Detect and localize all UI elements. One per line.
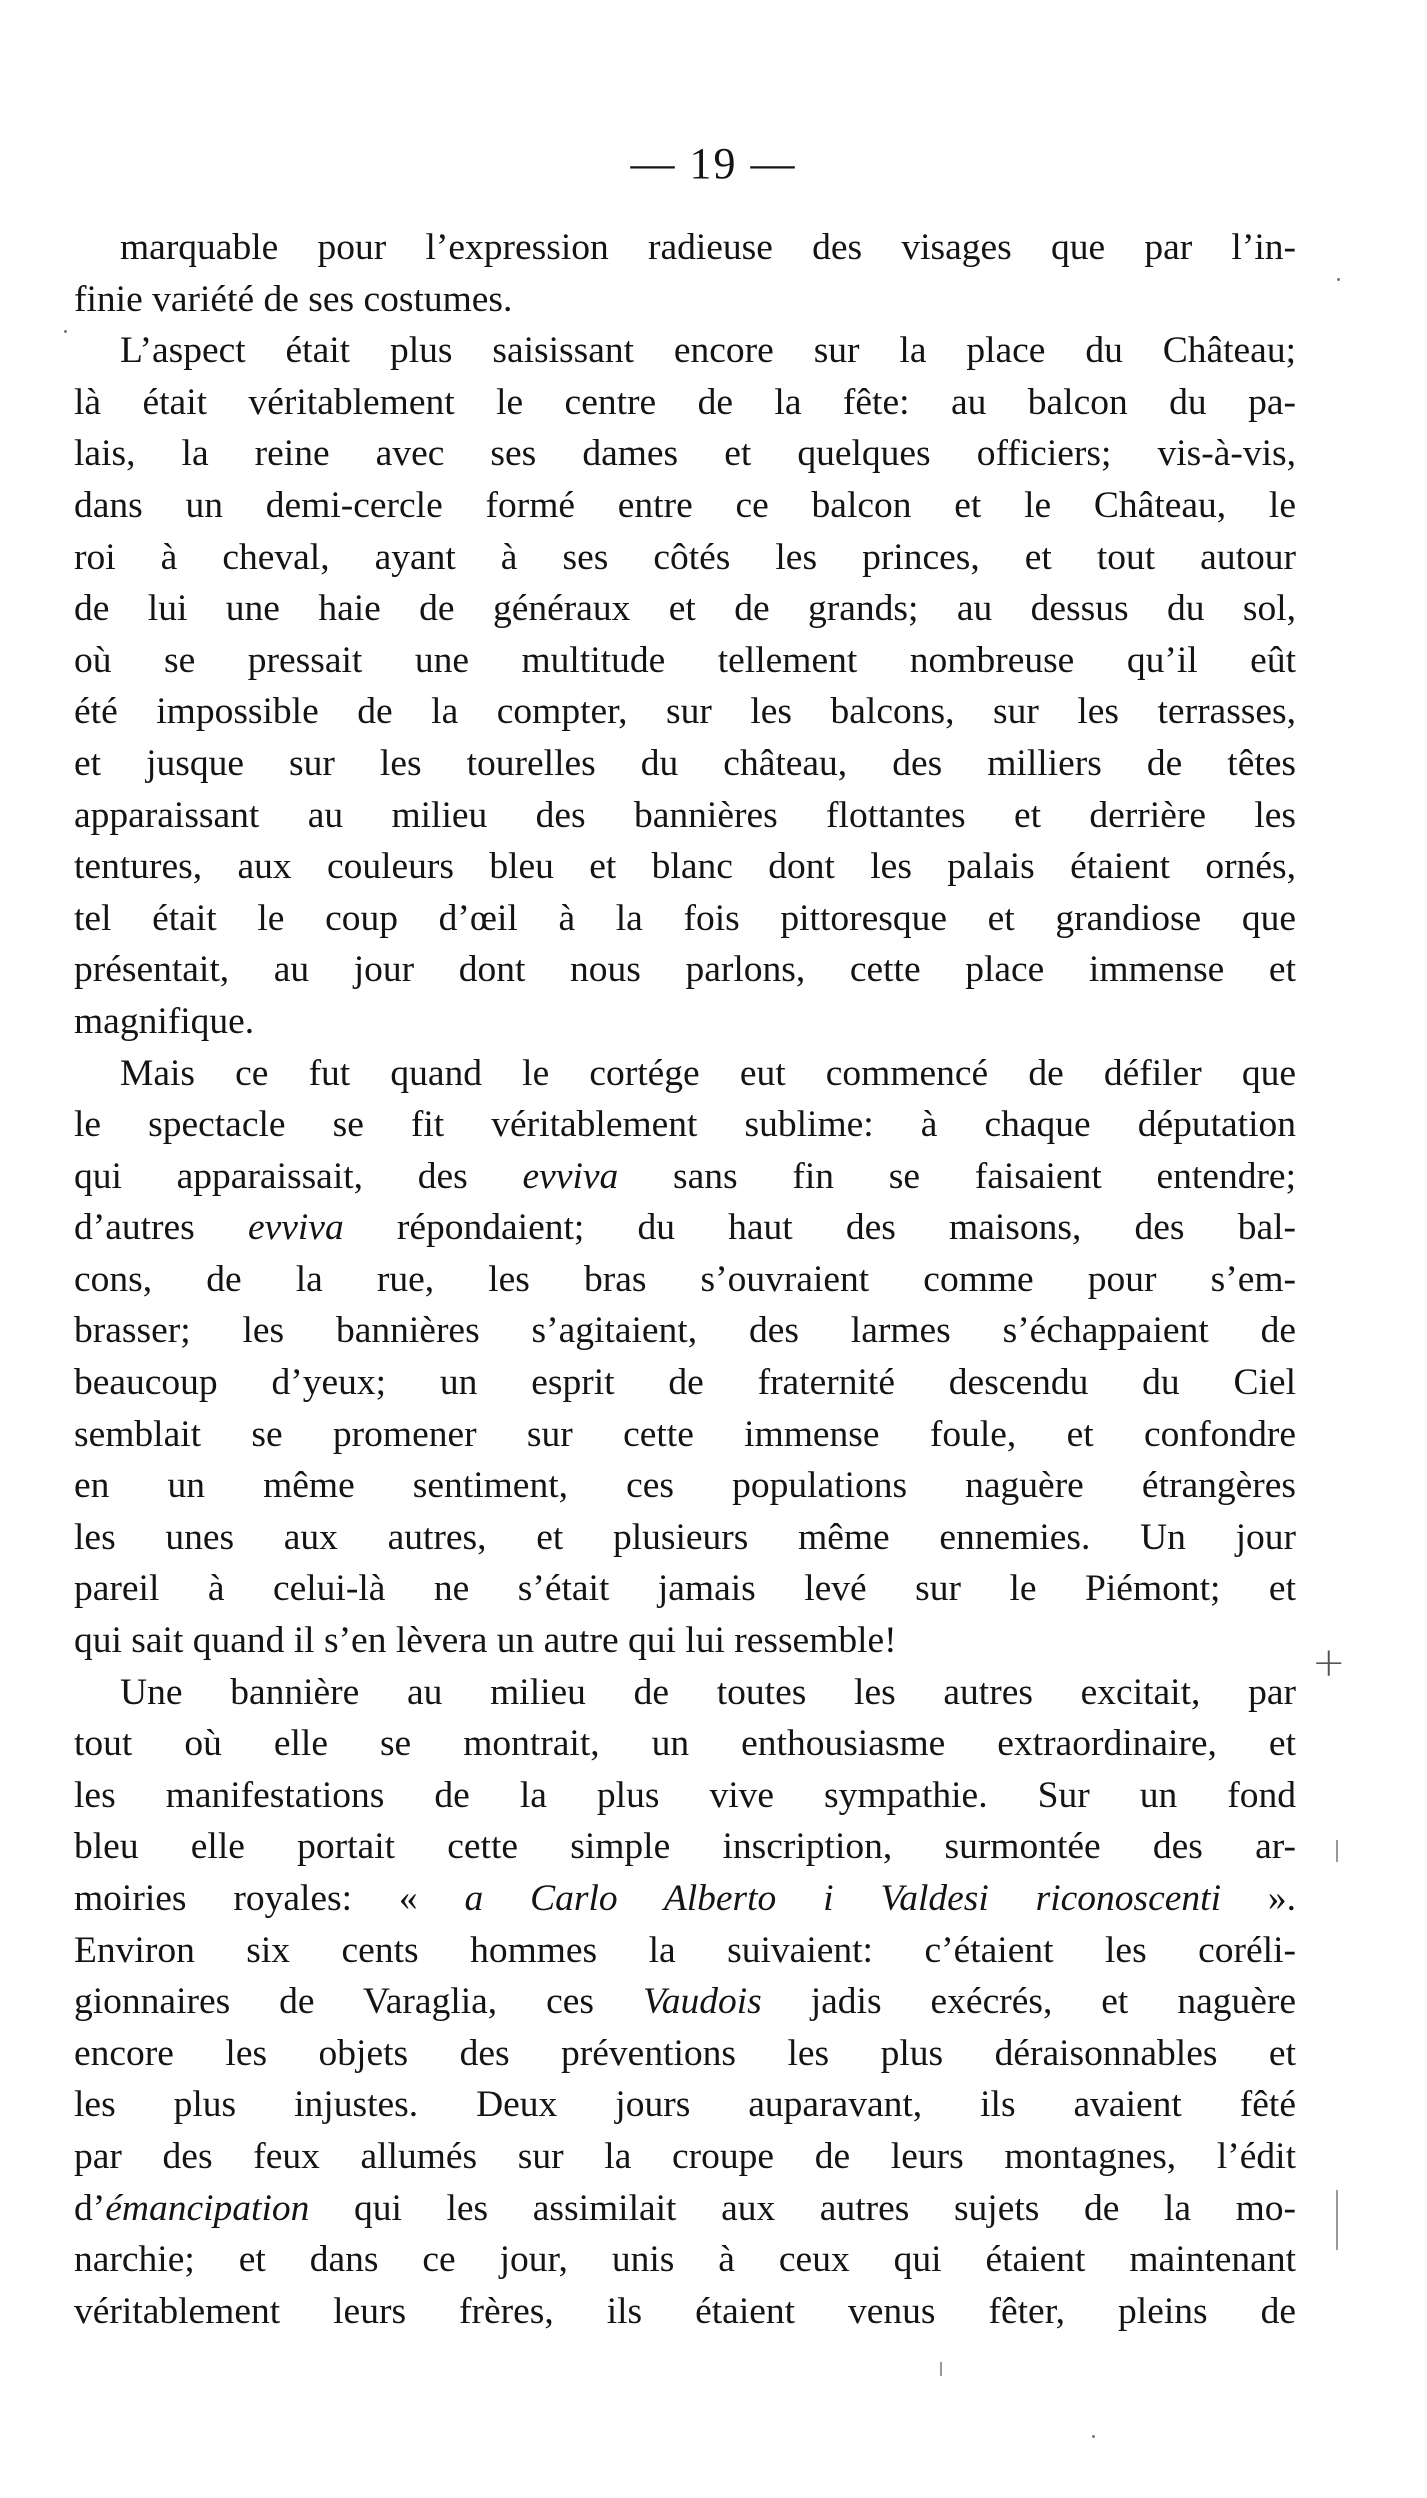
margin-cross-mark: +	[1312, 1640, 1346, 1686]
italic-phrase: evviva	[522, 1155, 619, 1197]
text-line: le spectacle se fit véritablement sublime: à chaque députation	[74, 1104, 1296, 1146]
text-line: les plus injustes. Deux jours auparavant, ils avaient fêté	[74, 2084, 1296, 2126]
page-number: — 19 —	[630, 139, 797, 188]
text-line: encore les objets des préventions les plus déraisonnables et	[74, 2032, 1296, 2074]
text-line: en un même sentiment, ces populations naguère étrangères	[74, 1465, 1296, 1507]
italic-phrase: Vaudois	[643, 1981, 762, 2023]
text-line: moiries royales: « a Carlo Alberto i Valdesi riconoscenti ».	[74, 1878, 1296, 1919]
text-line: où se pressait une multitude tellement nombreuse qu’il eût	[74, 639, 1296, 681]
text-line: roi à cheval, ayant à ses côtés les princes, et tout autour	[74, 536, 1296, 578]
text-line: magnifique.	[74, 1000, 255, 1042]
text-line: Environ six cents hommes la suivaient: c’étaient les coréli-	[74, 1929, 1296, 1971]
text-line: finie variété de ses costumes.	[74, 278, 513, 320]
text-line: véritablement leurs frères, ils étaient venus fêter, pleins de	[74, 2290, 1296, 2332]
margin-dot-mark	[1337, 278, 1340, 281]
text-line: tentures, aux couleurs bleu et blanc dont les palais étaient ornés,	[74, 846, 1296, 888]
text-line: pareil à celui-là ne s’était jamais levé sur le Piémont; et	[74, 1568, 1296, 1610]
text-line: L’aspect était plus saisissant encore sur la place du Château;	[120, 330, 1296, 372]
margin-bar-mark	[940, 2362, 942, 2376]
text-line: d’autres evviva répondaient; du haut des maisons, des bal-	[74, 1207, 1296, 1249]
paragraph	[74, 325, 1296, 1047]
text-line: là était véritablement le centre de la fête: au balcon du pa-	[74, 381, 1296, 423]
paragraph	[74, 1048, 1296, 1667]
paragraph	[74, 222, 1296, 325]
margin-dot-mark	[1092, 2435, 1095, 2438]
text-line: bleu elle portait cette simple inscription, surmontée des ar-	[74, 1826, 1296, 1868]
italic-phrase: evviva	[247, 1207, 344, 1249]
margin-bar-mark	[1336, 2190, 1338, 2250]
text-line: présentait, au jour dont nous parlons, cette place immense et	[74, 949, 1296, 991]
text-line: cons, de la rue, les bras s’ouvraient comme pour s’em-	[74, 1258, 1296, 1300]
text-line: marquable pour l’expression radieuse des visages que par l’in-	[120, 227, 1296, 268]
text-line: de lui une haie de généraux et de grands; au dessus du sol,	[74, 588, 1296, 630]
text-line: par des feux allumés sur la croupe de leurs montagnes, l’édit	[74, 2135, 1296, 2177]
margin-dot-mark	[64, 330, 67, 333]
text-line: été impossible de la compter, sur les balcons, sur les terrasses,	[74, 691, 1296, 733]
text-line: lais, la reine avec ses dames et quelques officiers; vis-à-vis,	[74, 433, 1296, 475]
text-line: brasser; les bannières s’agitaient, des larmes s’échappaient de	[74, 1310, 1296, 1352]
text-line: narchie; et dans ce jour, unis à ceux qui étaient maintenant	[74, 2239, 1296, 2281]
text-line: gionnaires de Varaglia, ces Vaudois jadis exécrés, et naguère	[74, 1981, 1296, 2023]
text-line: d’émancipation qui les assimilait aux autres sujets de la mo-	[74, 2187, 1296, 2229]
text-line: tout où elle se montrait, un enthousiasme extraordinaire, et	[74, 1723, 1296, 1765]
margin-bar-mark	[1336, 1840, 1338, 1862]
text-line: semblait se promener sur cette immense foule, et confondre	[74, 1413, 1296, 1455]
text-line: les manifestations de la plus vive sympathie. Sur un fond	[74, 1774, 1296, 1816]
text-line: et jusque sur les tourelles du château, des milliers de têtes	[74, 742, 1296, 784]
text-line: les unes aux autres, et plusieurs même ennemies. Un jour	[74, 1516, 1296, 1558]
text-line: apparaissant au milieu des bannières flottantes et derrière les	[74, 794, 1296, 836]
text-line: Une bannière au milieu de toutes les autres excitait, par	[120, 1671, 1296, 1713]
italic-phrase: émancipation	[105, 2187, 310, 2229]
body-text	[74, 222, 1296, 2337]
text-line: dans un demi-cercle formé entre ce balcon et le Château, le	[74, 484, 1296, 526]
text-line: qui sait quand il s’en lèvera un autre qui lui ressemble!	[74, 1620, 897, 1662]
text-line: beaucoup d’yeux; un esprit de fraternité descendu du Ciel	[74, 1362, 1296, 1404]
paragraph	[74, 1667, 1296, 2338]
italic-phrase: a Carlo Alberto i Valdesi riconoscenti	[464, 1878, 1222, 1919]
text-line: qui apparaissait, des evviva sans fin se faisaient entendre;	[74, 1155, 1296, 1197]
text-line: Mais ce fut quand le cortége eut commencé de défiler que	[120, 1052, 1296, 1094]
text-line: tel était le coup d’œil à la fois pittoresque et grandiose que	[74, 897, 1296, 939]
